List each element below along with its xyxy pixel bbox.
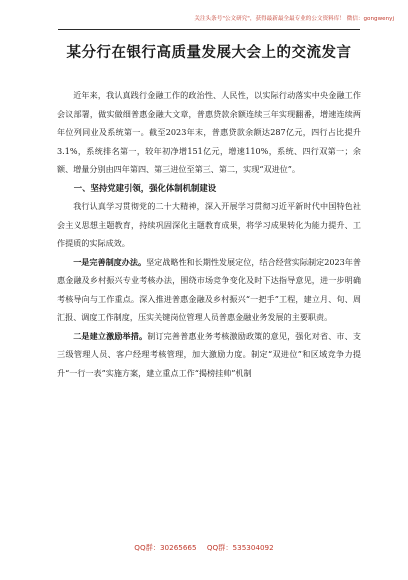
paragraph-intro: 近年来，我认真践行金融工作的政治性、人民性，以实际行动落实中央金融工作会议部署，做实做细普惠金融大文章，普惠贷款余额连续三年实现翻番，增速连续两年位列同业及系统第一。截至2023年末，普惠贷款余额达287亿元，四行占比提升3.1%，系统排名第一，较年初净增151亿元，增速110%，系统、四行双第一；余额、增量分别由四年第四、第三进位至第三、第二，实现“双进位”。: [57, 90, 361, 174]
text-incentives: 制订完善普惠业务考核激励政策的意见，强化对省、市、支三级管理人员、客户经理考核管理，加大激励力度。制定“双进位”和区域竞争力提升“一行一表”实施方案，建立重点工作“揭榜挂帅”机制: [57, 330, 361, 378]
paragraph-system-improvement: [57, 253, 361, 327]
footer-qq-group-2: QQ群：535304092: [206, 543, 274, 552]
paragraph-party-building: 我行认真学习贯彻党的二十大精神，深入开展学习贯彻习近平新时代中国特色社会主义思想主题教育，持续巩固深化主题教育成果，将学习成果转化为能力提升、工作提质的实际成效。: [57, 201, 361, 248]
header-note: 关注头条号"公文研究"，获得最新最全最专业的公文资料库！ 微信：gongwenyj: [194, 16, 394, 22]
document-body: [57, 86, 361, 382]
section-heading-1: 一、坚持党建引领，强化体制机制建设: [73, 182, 217, 193]
footer: [0, 543, 408, 553]
document-title: 某分行在银行高质量发展大会上的交流发言: [66, 44, 352, 61]
lead-phrase-incentives: 二是建立激励举措。: [73, 330, 148, 341]
text-system: 坚定战略性和长期性发展定位，结合经营实际制定2023年普惠金融及乡村振兴专业考核办法，围绕市场竞争变化及时下达指导意见，进一步明确考核导向与工作重点。深入推进普惠金融及乡村振兴“一把手”工程，建立月、旬、周汇报、调度工作制度，压实关键岗位管理人员普惠金融业务发展的主要职责。: [57, 256, 361, 322]
footer-qq-group-1: QQ群：30265665: [134, 543, 197, 552]
lead-phrase-system: 一是完善制度办法。: [73, 256, 147, 267]
header-divider: [58, 29, 360, 30]
paragraph-incentives: [57, 327, 361, 383]
